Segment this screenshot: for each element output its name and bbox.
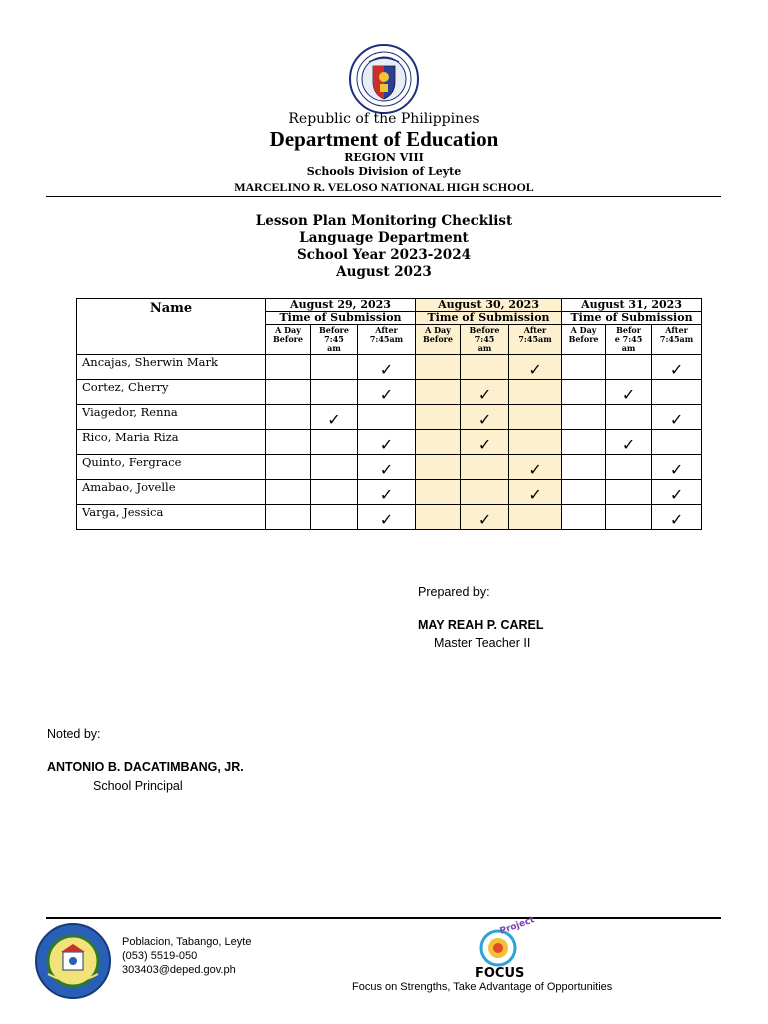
footer-tagline: Focus on Strengths, Take Advantage of Opportunities [352,981,613,993]
table-row [77,505,702,530]
teacher-name: Rico, Maria Riza [77,430,266,455]
submission-time-subheader [652,325,702,355]
empty-cell [652,380,702,405]
empty-cell [562,430,606,455]
subheader-line: 7:45am [369,334,404,344]
check-mark-icon: ✓ [358,455,416,480]
table-row [77,430,702,455]
principal-title: School Principal [93,779,183,793]
time-of-submission-header: Time of Submission [416,312,562,325]
project-word: Project [498,915,536,937]
check-mark-icon: ✓ [606,380,652,405]
check-mark-icon: ✓ [461,430,509,455]
subheader-line: Before [469,325,500,335]
empty-cell [562,405,606,430]
date-header-aug31: August 31, 2023 [562,299,702,312]
subheader-line: Before [423,334,453,344]
check-mark-icon: ✓ [358,505,416,530]
empty-cell [311,355,358,380]
project-focus-logo-icon [465,915,536,981]
teacher-name: Cortez, Cherry [77,380,266,405]
empty-cell [416,480,461,505]
teacher-name: Amabao, Jovelle [77,480,266,505]
empty-cell [266,405,311,430]
noted-by-label: Noted by: [47,727,101,741]
time-of-submission-header: Time of Submission [266,312,416,325]
empty-cell [606,505,652,530]
subheader-line: 7:45 [474,334,495,344]
school-heading: MARCELINO R. VELOSO NATIONAL HIGH SCHOOL [234,180,534,194]
empty-cell [606,405,652,430]
teacher-name: Varga, Jessica [77,505,266,530]
submission-time-subheader [311,325,358,355]
empty-cell [311,380,358,405]
teacher-name: Quinto, Fergrace [77,455,266,480]
footer-address: Poblacion, Tabango, Leyte [122,936,252,948]
empty-cell [562,480,606,505]
empty-cell [509,405,562,430]
check-mark-icon: ✓ [311,405,358,430]
subheader-line: A Day [570,325,597,335]
check-mark-icon: ✓ [509,480,562,505]
submission-time-subheader [416,325,461,355]
department-subtitle: Language Department [299,230,469,246]
subheader-line: Before [273,334,303,344]
school-year-subtitle: School Year 2023-2024 [297,247,471,263]
empty-cell [652,430,702,455]
region-heading: REGION VIII [344,151,424,164]
empty-cell [266,455,311,480]
table-row [77,480,702,505]
empty-cell [461,480,509,505]
submission-time-subheader [509,325,562,355]
name-column-header: Name [77,299,266,355]
subheader-line: A Day [425,325,451,335]
preparer-title: Master Teacher II [434,636,531,650]
empty-cell [606,355,652,380]
check-mark-icon: ✓ [606,430,652,455]
check-mark-icon: ✓ [652,405,702,430]
empty-cell [416,455,461,480]
empty-cell [416,355,461,380]
prepared-by-label: Prepared by: [418,585,490,599]
table-row [77,405,702,430]
check-mark-icon: ✓ [652,480,702,505]
footer-divider [46,917,721,919]
subheader-line: After [375,325,398,335]
submission-time-subheader [266,325,311,355]
table-row [77,355,702,380]
republic-heading: Republic of the Philippines [288,111,480,127]
empty-cell [562,455,606,480]
subheader-line: Befor [616,325,641,335]
subheader-line: 7:45 [324,334,344,344]
table-row [77,455,702,480]
check-mark-icon: ✓ [358,480,416,505]
empty-cell [562,355,606,380]
focus-word: FOCUS [475,966,525,981]
empty-cell [562,505,606,530]
submission-time-subheader [461,325,509,355]
check-mark-icon: ✓ [461,405,509,430]
subheader-line: Before [568,334,599,344]
date-header-aug29: August 29, 2023 [266,299,416,312]
checklist-table [76,298,702,530]
header-divider [46,196,721,197]
empty-cell [416,380,461,405]
subheader-line: am [477,343,492,353]
subheader-line: After [523,325,547,335]
subheader-line: Before [319,325,349,335]
department-heading: Department of Education [269,127,499,151]
deped-seal-icon [349,44,419,114]
check-mark-icon: ✓ [652,355,702,380]
time-of-submission-header: Time of Submission [562,312,702,325]
subheader-line: am [621,343,636,353]
empty-cell [509,380,562,405]
empty-cell [509,505,562,530]
check-mark-icon: ✓ [358,380,416,405]
check-mark-icon: ✓ [652,455,702,480]
submission-time-subheader [606,325,652,355]
check-mark-icon: ✓ [461,380,509,405]
school-logo-icon [34,922,112,1000]
empty-cell [266,480,311,505]
preparer-name: MAY REAH P. CAREL [418,618,544,632]
empty-cell [266,505,311,530]
check-mark-icon: ✓ [358,355,416,380]
footer-email: 303403@deped.gov.ph [122,964,236,976]
checklist-title: Lesson Plan Monitoring Checklist [255,213,513,229]
subheader-line: After [665,325,688,335]
empty-cell [311,505,358,530]
empty-cell [266,380,311,405]
check-mark-icon: ✓ [358,430,416,455]
empty-cell [416,430,461,455]
principal-name: ANTONIO B. DACATIMBANG, JR. [47,760,244,774]
empty-cell [358,405,416,430]
subheader-line: 7:45am [518,334,552,344]
footer-phone: (053) 5519-050 [122,950,198,962]
empty-cell [311,480,358,505]
empty-cell [416,505,461,530]
check-mark-icon: ✓ [509,455,562,480]
submission-time-subheader [358,325,416,355]
empty-cell [311,430,358,455]
teacher-name: Ancajas, Sherwin Mark [77,355,266,380]
subheader-line: e 7:45 [614,334,643,344]
empty-cell [311,455,358,480]
teacher-name: Viagedor, Renna [77,405,266,430]
empty-cell [606,480,652,505]
empty-cell [416,405,461,430]
empty-cell [562,380,606,405]
subheader-line: A Day [275,325,301,335]
check-mark-icon: ✓ [652,505,702,530]
subheader-line: 7:45am [659,334,694,344]
empty-cell [606,455,652,480]
division-heading: Schools Division of Leyte [306,165,462,178]
empty-cell [461,455,509,480]
subheader-line: am [327,343,341,353]
date-header-aug30: August 30, 2023 [416,299,562,312]
empty-cell [266,355,311,380]
empty-cell [509,430,562,455]
empty-cell [461,355,509,380]
empty-cell [266,430,311,455]
check-mark-icon: ✓ [509,355,562,380]
submission-time-subheader [562,325,606,355]
table-row [77,380,702,405]
month-subtitle: August 2023 [336,264,432,280]
check-mark-icon: ✓ [461,505,509,530]
